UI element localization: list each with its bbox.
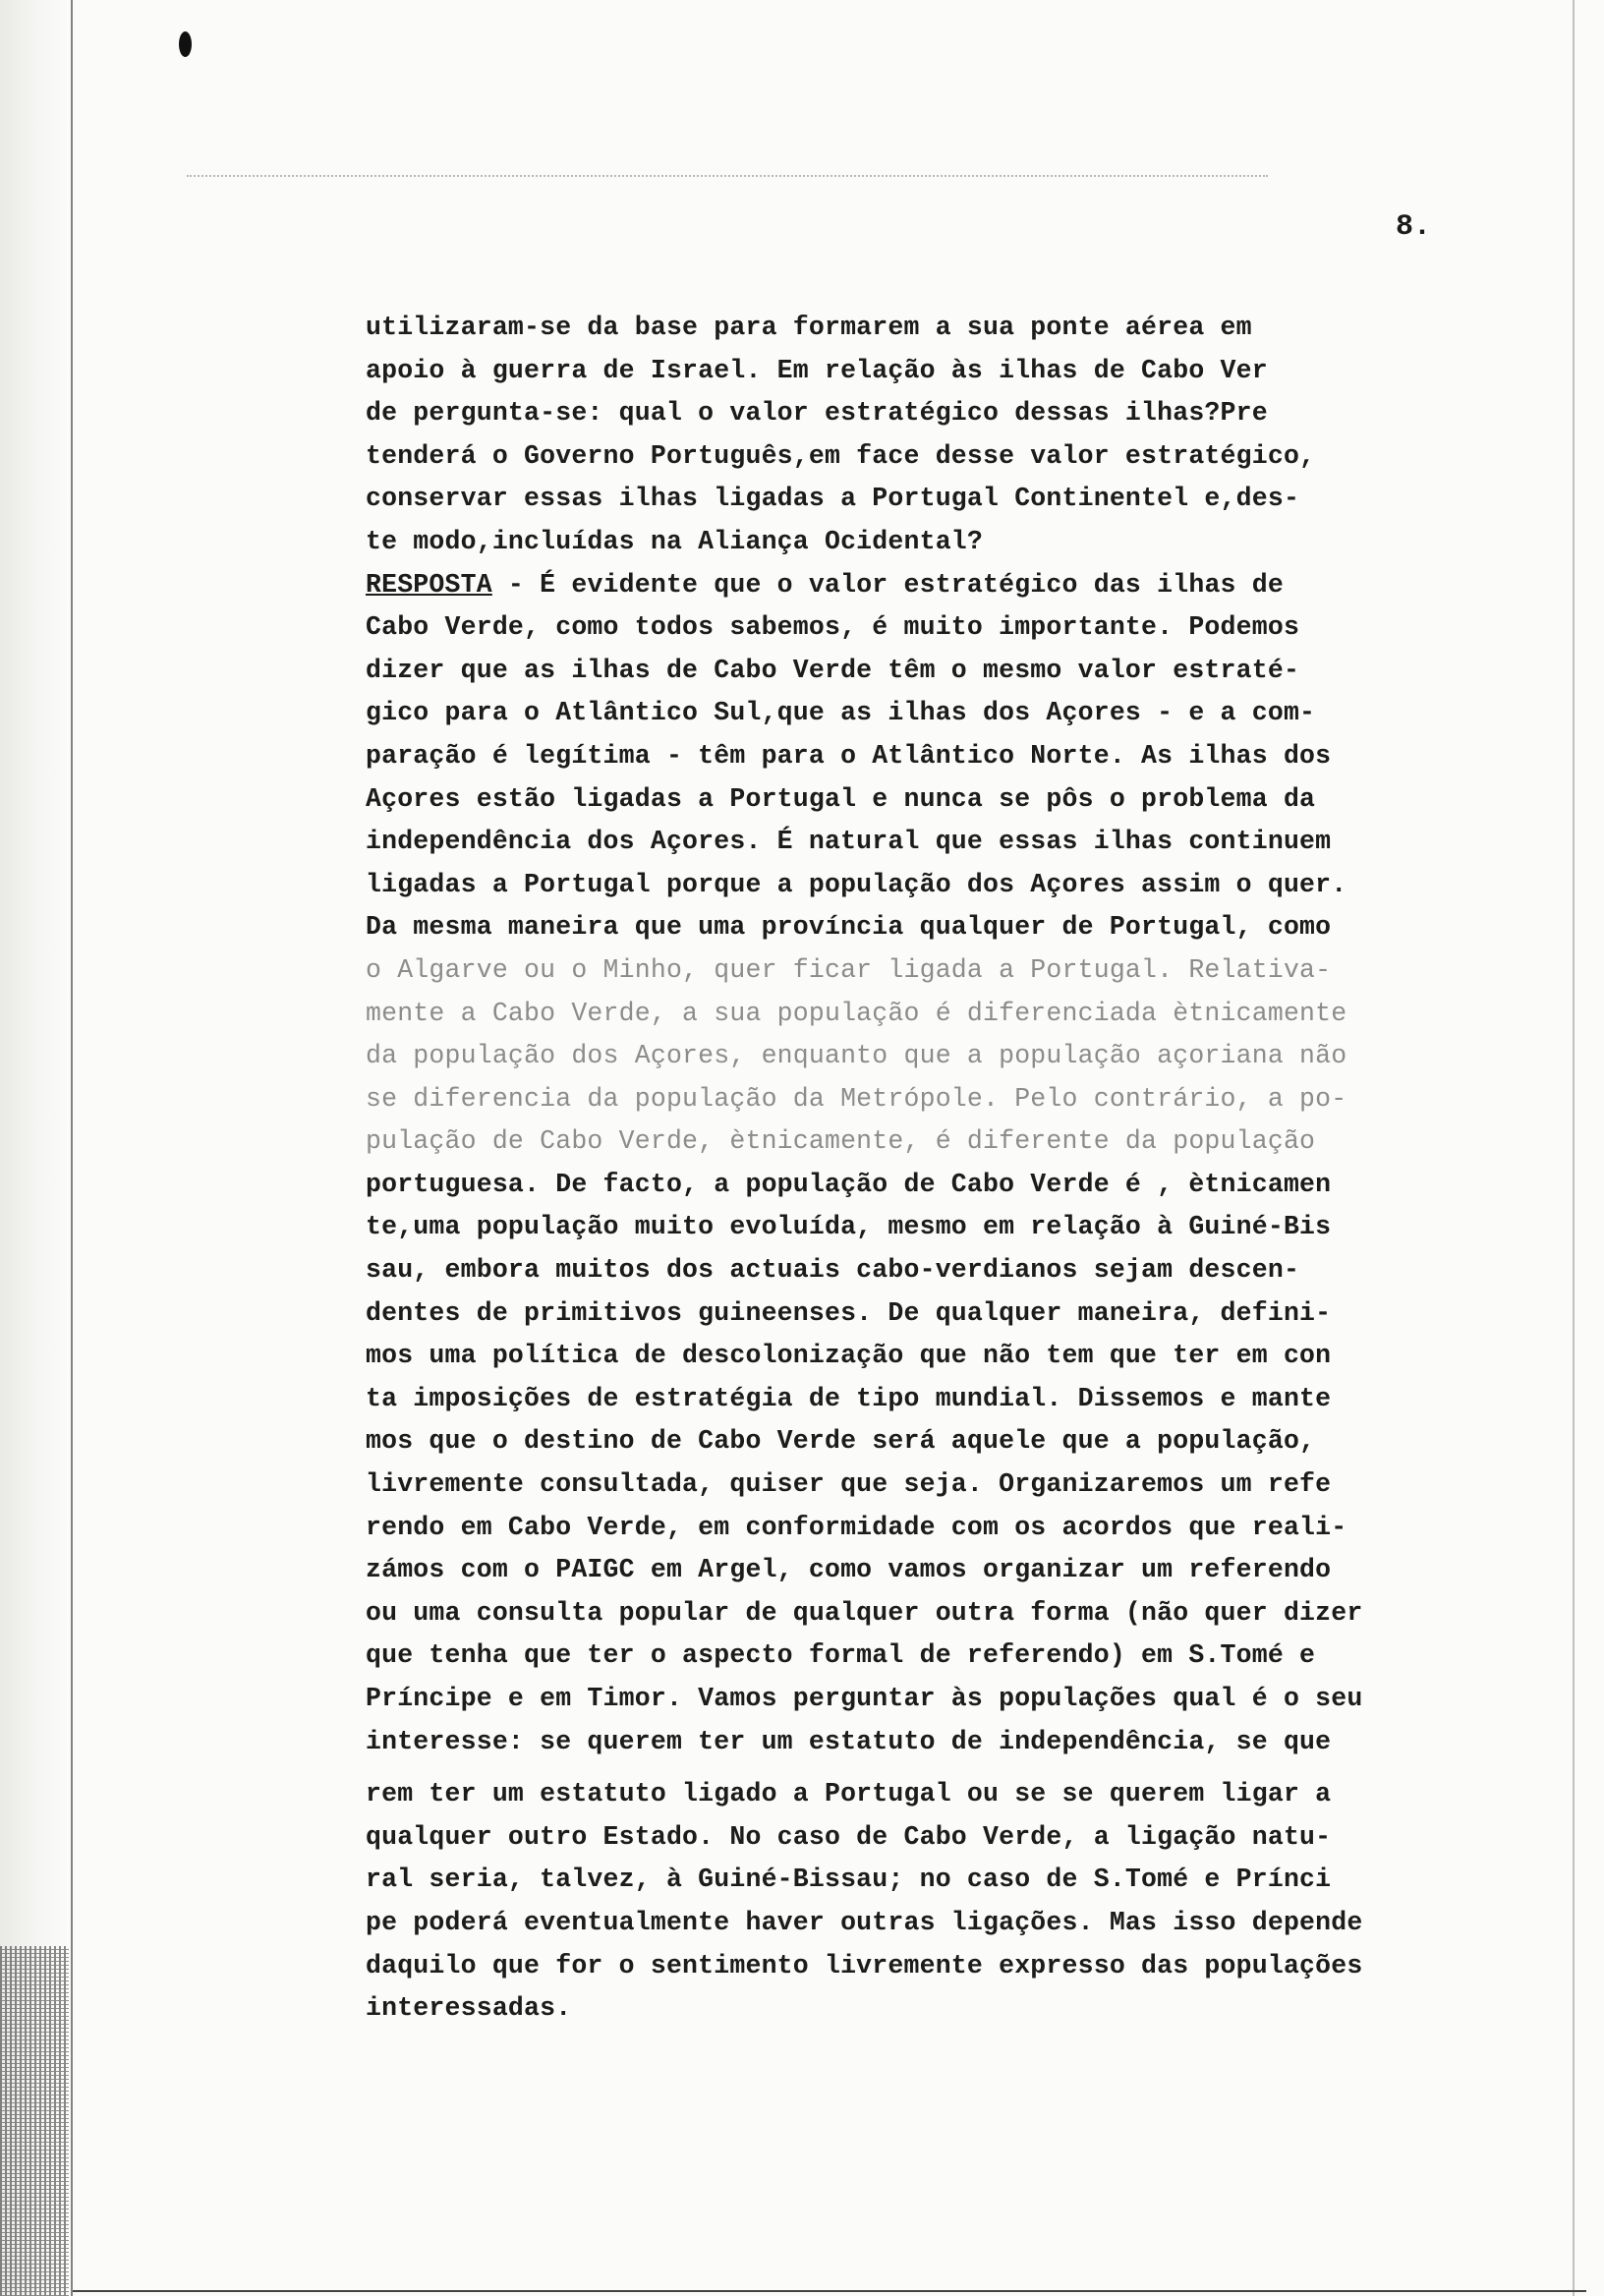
text-line: qualquer outro Estado. No caso de Cabo Verde, a ligação natu- (366, 1821, 1332, 1852)
resposta-text: - É evidente que o valor estratégico das ilhas de (491, 569, 1284, 600)
text-line: zámos com o PAIGC em Argel, como vamos organizar um referendo (366, 1555, 1332, 1585)
text-line: pe poderá eventualmente haver outras ligações. Mas isso depende (366, 1907, 1363, 1937)
text-line: de pergunta-se: qual o valor estratégico dessas ilhas?Pre (366, 398, 1268, 429)
text-line: livremente consultada, quiser que seja. Organizaremos um refe (366, 1469, 1332, 1500)
text-line: apoio à guerra de Israel. Em relação às ilhas de Cabo Ver (366, 355, 1268, 385)
punch-hole-mark (179, 31, 192, 57)
text-line: te,uma população muito evoluída, mesmo em relação à Guiné-Bis (366, 1212, 1332, 1242)
scan-bottom-edge-line (73, 2290, 1586, 2292)
resposta-line (366, 564, 1476, 607)
text-line: rendo em Cabo Verde, em conformidade com os acordos que reali- (366, 1512, 1347, 1542)
scan-noise (0, 1946, 69, 2296)
text-line: interesse: se querem ter um estatuto de independência, se que (366, 1726, 1332, 1756)
text-line: dizer que as ilhas de Cabo Verde têm o mesmo valor estraté- (366, 655, 1300, 685)
text-line: Açores estão ligadas a Portugal e nunca se pôs o problema da (366, 783, 1316, 814)
text-line: Príncipe e em Timor. Vamos perguntar às populações qual é o seu (366, 1684, 1363, 1713)
text-line: conservar essas ilhas ligadas a Portugal Continentel e,des- (366, 484, 1300, 514)
line-gap (366, 1763, 1476, 1773)
text-line: dentes de primitivos guineenses. De qualquer maneira, defini- (366, 1297, 1332, 1328)
text-line: utilizaram-se da base para formarem a sua ponte aérea em (366, 313, 1252, 342)
text-line: tenderá o Governo Português,em face desse valor estratégico, (366, 440, 1316, 471)
text-line: ta imposições de estratégia de tipo mundial. Dissemos e mante (366, 1383, 1332, 1413)
scan-right-edge-line (1573, 0, 1575, 2296)
text-line: pulação de Cabo Verde, ètnicamente, é diferente da população (366, 1126, 1316, 1157)
text-line: da população dos Açores, enquanto que a população açoriana não (366, 1041, 1347, 1071)
text-line: ligadas a Portugal porque a população dos Açores assim o quer. (366, 869, 1347, 899)
header-dotted-rule (187, 175, 1268, 177)
text-line: se diferencia da população da Metrópole. Pelo contrário, a po- (366, 1083, 1347, 1114)
text-line: daquilo que for o sentimento livremente expresso das populações (366, 1950, 1363, 1980)
text-line: mos uma política de descolonização que não tem que ter em con (366, 1341, 1332, 1371)
resposta-label: RESPOSTA (366, 569, 492, 600)
text-line: ral seria, talvez, à Guiné-Bissau; no caso de S.Tomé e Prínci (366, 1865, 1332, 1895)
text-line: mente a Cabo Verde, a sua população é diferenciada ètnicamente (366, 998, 1347, 1028)
text-line: portuguesa. De facto, a população de Cabo Verde é , ètnicamen (366, 1169, 1332, 1199)
text-line: te modo,incluídas na Aliança Ocidental? (366, 526, 984, 556)
text-line: Da mesma maneira que uma província qualquer de Portugal, como (366, 912, 1332, 943)
text-line: interessadas. (366, 1993, 572, 2024)
text-line: rem ter um estatuto ligado a Portugal ou se se querem ligar a (366, 1779, 1332, 1809)
text-line: o Algarve ou o Minho, quer ficar ligada a Portugal. Relativa- (366, 954, 1332, 985)
text-line: gico para o Atlântico Sul,que as ilhas dos Açores - e a com- (366, 698, 1316, 728)
text-line: ou uma consulta popular de qualquer outra forma (não quer dizer (366, 1597, 1363, 1628)
text-line: mos que o destino de Cabo Verde será aquele que a população, (366, 1426, 1316, 1457)
text-line: paração é legítima - têm para o Atlântico Norte. As ilhas dos (366, 740, 1332, 771)
text-line: independência dos Açores. É natural que essas ilhas continuem (366, 827, 1332, 857)
scan-left-edge-line (71, 0, 73, 2296)
text-line: que tenha que ter o aspecto formal de referendo) em S.Tomé e (366, 1640, 1316, 1671)
page-number: 8. (1396, 210, 1432, 244)
text-line: sau, embora muitos dos actuais cabo-verdianos sejam descen- (366, 1255, 1300, 1286)
text-line: Cabo Verde, como todos sabemos, é muito importante. Podemos (366, 612, 1300, 643)
body-text (366, 307, 1476, 2031)
